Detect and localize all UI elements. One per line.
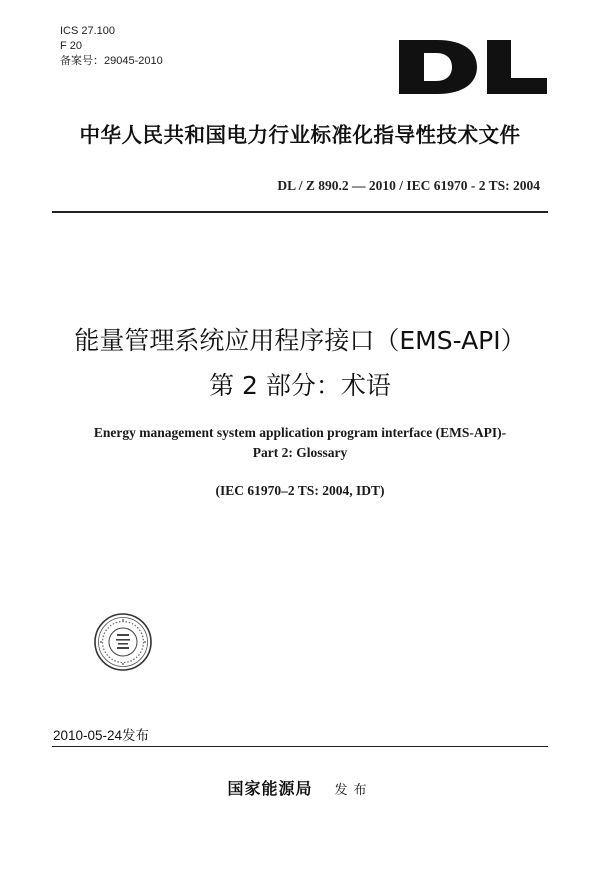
classification-block (60, 24, 163, 69)
dl-logo (397, 38, 549, 96)
title-cn-line2: 第 2 部分：术语 (209, 371, 391, 400)
title-en-line1: Energy management system application program interface (EMS-API)- (93, 425, 507, 440)
series-title: 中华人民共和国电力行业标准化指导性技术文件 (79, 123, 521, 147)
title-cn-line1: 能量管理系统应用程序接口（EMS-API） (74, 326, 526, 355)
publisher-name: 国家能源局 (227, 779, 313, 798)
publisher-action: 发布 (334, 783, 373, 798)
standard-number: DL / Z 890.2 — 2010 / IEC 61970 - 2 TS: 2004 (277, 178, 540, 193)
publisher-seal-icon (93, 612, 153, 672)
ics-code: ICS 27.100 (60, 25, 116, 37)
title-en-line2: Part 2: Glossary (252, 445, 348, 460)
publisher-line (0, 776, 600, 799)
equivalence-note: (IEC 61970–2 TS: 2004, IDT) (215, 483, 385, 498)
top-divider (52, 211, 548, 213)
issue-date: 2010-05-24发布 (53, 728, 150, 743)
bottom-divider (52, 746, 548, 747)
ccs-code: F 20 (60, 40, 83, 52)
record-number: 备案号：29045-2010 (60, 55, 163, 67)
